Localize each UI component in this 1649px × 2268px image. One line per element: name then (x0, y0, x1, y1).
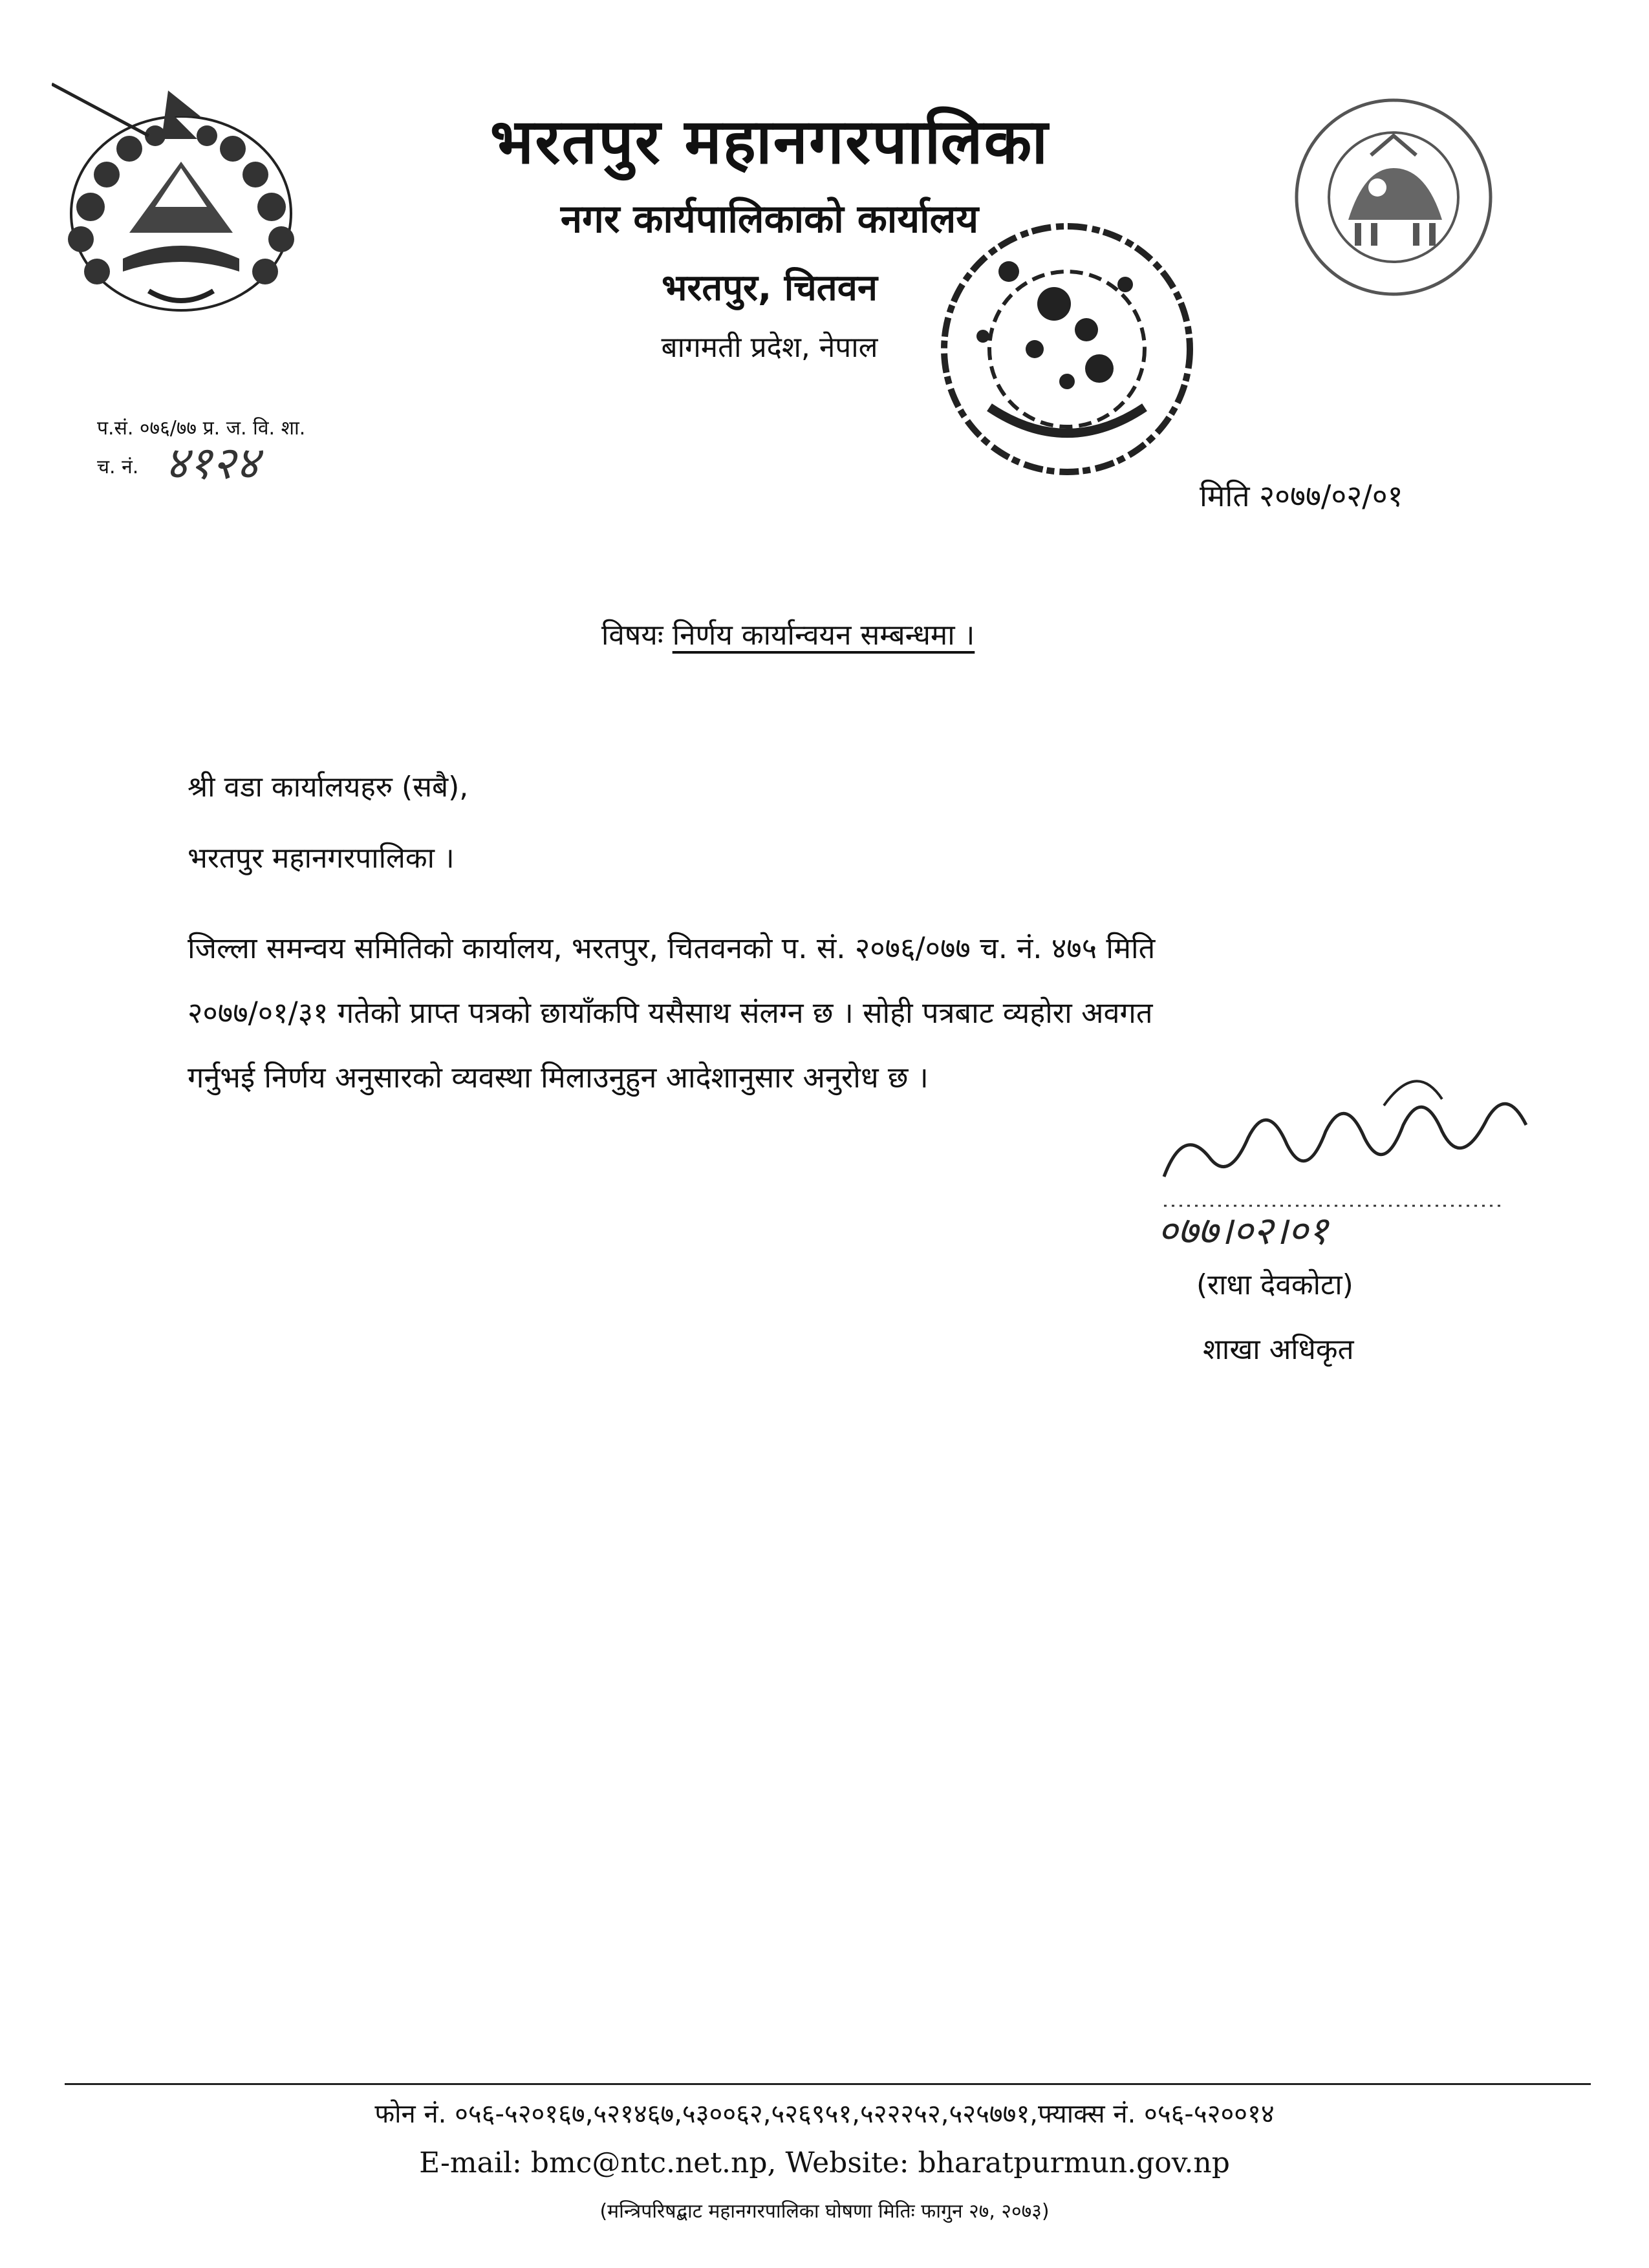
office-location: भरतपुर, चितवन (662, 267, 878, 309)
footer-note: (मन्त्रिपरिषद्बाट महानगरपालिका घोषणा मितिः फागुन २७, २०७३) (599, 2200, 1050, 2223)
chalan-number: ४१२४ (165, 436, 259, 489)
office-title: भरतपुर महानगरपालिका (490, 105, 1050, 178)
chalan-label: च. नं. (97, 456, 139, 478)
subject-text: निर्णय कार्यान्वयन सम्बन्धमा । (672, 619, 975, 652)
letter-date: मिति २०७७/०२/०१ (1200, 478, 1403, 513)
nepal-emblem-logo (52, 78, 310, 323)
body-line-2: २०७७/०१/३१ गतेको प्राप्त पत्रको छायाँकपि यसैसाथ संलग्न छ । सोही पत्रबाट व्यहोरा अवगत (188, 996, 1153, 1030)
signature-date: ०७७।०२।०१ (1158, 1208, 1328, 1254)
addressee-line-2: भरतपुर महानगरपालिका । (188, 842, 455, 875)
metropolitan-city-seal (1287, 91, 1500, 304)
office-subtitle: नगर कार्यपालिकाको कार्यालय (560, 197, 979, 242)
patra-sankhya: प.सं. ०७६/७७ प्र. ज. वि. शा. (97, 417, 306, 440)
body-line-1: जिल्ला समन्वय समितिको कार्यालय, भरतपुर, चितवनको प. सं. २०७६/०७७ च. नं. ४७५ मिति (188, 931, 1156, 965)
body-line-3: गर्नुभई निर्णय अनुसारको व्यवस्था मिलाउनुहुन आदेशानुसार अनुरोध छ । (188, 1060, 929, 1095)
signatory-name: (राधा देवकोटा) (1196, 1268, 1353, 1301)
footer-divider (65, 2083, 1591, 2085)
subject-line (601, 614, 975, 653)
office-province: बागमती प्रदेश, नेपाल (661, 331, 878, 364)
footer-phone: फोन नं. ०५६-५२०१६७,५२१४६७,५३००६२,५२६९५१,५२२२५२,५२५७७१,फ्याक्स नं. ०५६-५२००१४ (374, 2099, 1275, 2129)
subject-label: विषयः (601, 619, 663, 652)
signatory-designation: शाखा अधिकृत (1203, 1333, 1354, 1366)
footer-contact: E-mail: bmc@ntc.net.np, Website: bharatpurmun.gov.np (419, 2146, 1230, 2179)
addressee-line-1: श्री वडा कार्यालयहरु (सबै), (188, 771, 469, 804)
